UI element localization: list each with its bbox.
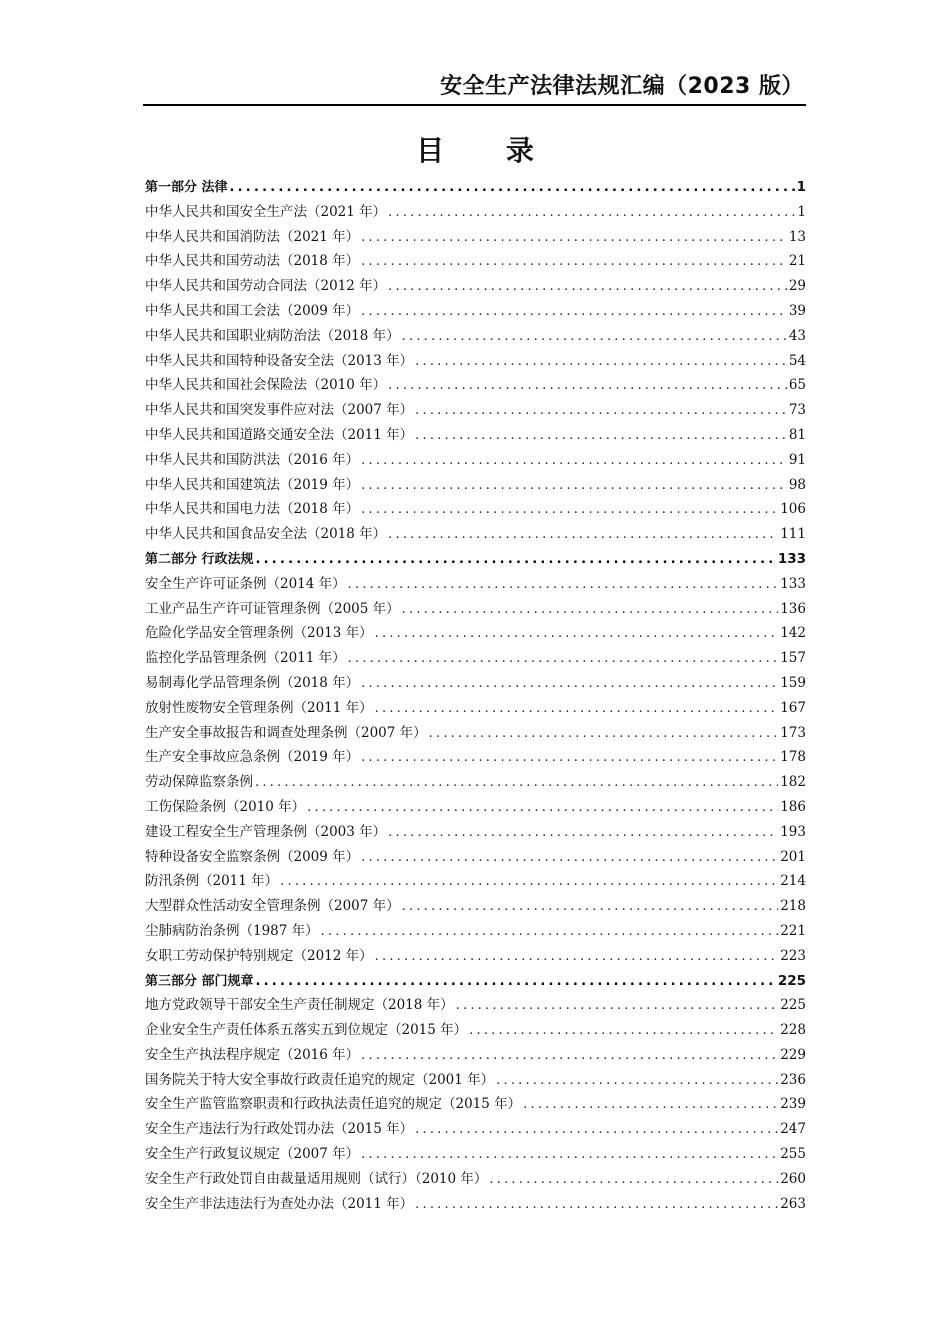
toc-leader-dots	[402, 598, 779, 623]
toc-page-number: 182	[780, 774, 806, 791]
toc-page-number: 13	[788, 228, 806, 245]
toc-entry[interactable]	[145, 671, 806, 696]
toc-entry-title: 特种设备安全监察条例（2009 年）	[145, 848, 360, 865]
toc-entry-title: 第一部分 法律	[145, 180, 228, 195]
toc-entry[interactable]	[145, 349, 806, 374]
toc-page-number: 81	[788, 426, 806, 443]
toc-entry[interactable]	[145, 299, 806, 324]
toc-leader-dots	[361, 474, 787, 499]
toc-entry-title: 中华人民共和国建筑法（2019 年）	[145, 476, 360, 493]
toc-leader-dots	[388, 374, 787, 399]
toc-page-number: 159	[780, 674, 806, 691]
toc-part-heading[interactable]	[145, 969, 806, 994]
toc-entry[interactable]	[145, 225, 806, 250]
toc-page-number: 133	[780, 575, 806, 592]
toc-entry-title: 中华人民共和国防洪法（2016 年）	[145, 451, 360, 468]
toc-page-number: 247	[780, 1121, 806, 1138]
toc-entry-title: 中华人民共和国劳动合同法（2012 年）	[145, 278, 387, 295]
toc-page-number: 236	[780, 1071, 806, 1088]
toc-entry-title: 中华人民共和国工会法（2009 年）	[145, 302, 360, 319]
toc-leader-dots	[489, 1168, 778, 1193]
toc-leader-dots	[415, 399, 787, 424]
toc-page-number: 142	[780, 625, 806, 642]
toc-entry-title: 放射性废物安全管理条例（2011 年）	[145, 699, 373, 716]
page-header	[143, 72, 806, 106]
toc-leader-dots	[361, 250, 787, 275]
toc-leader-dots	[361, 226, 787, 251]
toc-page-number: 173	[780, 724, 806, 741]
toc-leader-dots	[388, 201, 795, 226]
toc-leader-dots	[361, 846, 778, 871]
toc-entry[interactable]	[145, 646, 806, 671]
toc-part-heading[interactable]	[145, 175, 806, 200]
toc-leader-dots	[361, 300, 787, 325]
toc-entry-title: 安全生产执法程序规定（2016 年）	[145, 1046, 360, 1063]
toc-page-number: 54	[788, 352, 806, 369]
toc-entry-title: 监控化学品管理条例（2011 年）	[145, 650, 346, 667]
toc-entry[interactable]	[145, 274, 806, 299]
toc-page-number: 263	[780, 1195, 806, 1212]
toc-entry[interactable]	[145, 1142, 806, 1167]
toc-entry-title: 企业安全生产责任体系五落实五到位规定（2015 年）	[145, 1022, 468, 1039]
toc-entry[interactable]	[145, 423, 806, 448]
toc-page-number: 1	[797, 203, 806, 220]
toc-page-number: 229	[780, 1046, 806, 1063]
toc-page-number: 201	[780, 848, 806, 865]
toc-entry[interactable]	[145, 1043, 806, 1068]
toc-entry-title: 中华人民共和国特种设备安全法（2013 年）	[145, 352, 414, 369]
table-of-contents	[145, 175, 806, 1216]
toc-entry-title: 易制毒化学品管理条例（2018 年）	[145, 674, 360, 691]
toc-page-number: 73	[788, 402, 806, 419]
toc-entry[interactable]	[145, 1018, 806, 1043]
toc-leader-dots	[375, 697, 779, 722]
toc-entry-title: 地方党政领导干部安全生产责任制规定（2018 年）	[145, 997, 454, 1014]
toc-entry-title: 安全生产监管监察职责和行政执法责任追究的规定（2015 年）	[145, 1096, 522, 1113]
toc-entry[interactable]	[145, 745, 806, 770]
toc-page-number: 106	[780, 501, 806, 518]
toc-entry-title: 国务院关于特大安全事故行政责任追究的规定（2001 年）	[145, 1071, 495, 1088]
toc-entry-title: 安全生产行政复议规定（2007 年）	[145, 1146, 360, 1163]
toc-entry[interactable]	[145, 1092, 806, 1117]
toc-leader-dots	[361, 449, 787, 474]
toc-leader-dots	[321, 920, 779, 945]
toc-page-number: 39	[788, 302, 806, 319]
toc-leader-dots	[402, 895, 779, 920]
toc-entry-title: 防汛条例（2011 年）	[145, 873, 279, 890]
toc-entry-title: 安全生产非法违法行为查处办法（2011 年）	[145, 1195, 414, 1212]
toc-entry-title: 生产安全事故应急条例（2019 年）	[145, 749, 360, 766]
toc-leader-dots	[256, 548, 776, 573]
toc-leader-dots	[230, 176, 795, 201]
toc-leader-dots	[361, 672, 778, 697]
toc-entry[interactable]	[145, 448, 806, 473]
toc-entry[interactable]	[145, 1117, 806, 1142]
toc-entry-title: 中华人民共和国职业病防治法（2018 年）	[145, 327, 400, 344]
toc-leader-dots	[496, 1069, 778, 1094]
toc-entry[interactable]	[145, 473, 806, 498]
toc-entry[interactable]	[145, 919, 806, 944]
toc-entry[interactable]	[145, 696, 806, 721]
toc-entry-title: 生产安全事故报告和调查处理条例（2007 年）	[145, 724, 427, 741]
toc-page-number: 221	[780, 922, 806, 939]
toc-page-number: 218	[780, 898, 806, 915]
toc-leader-dots	[348, 647, 779, 672]
toc-entry-title: 工伤保险条例（2010 年）	[145, 798, 306, 815]
document-title: 安全生产法律法规汇编（2023 版）	[440, 74, 805, 99]
toc-page-number: 167	[780, 699, 806, 716]
toc-leader-dots	[256, 970, 776, 995]
toc-leader-dots	[415, 424, 787, 449]
toc-entry-title: 中华人民共和国道路交通安全法（2011 年）	[145, 426, 414, 443]
toc-entry[interactable]	[145, 1167, 806, 1192]
toc-entry[interactable]	[145, 324, 806, 349]
toc-entry[interactable]	[145, 373, 806, 398]
toc-leader-dots	[361, 746, 778, 771]
toc-page-number: 186	[780, 798, 806, 815]
toc-leader-dots	[388, 523, 778, 548]
toc-entry-title: 中华人民共和国电力法（2018 年）	[145, 501, 360, 518]
toc-entry[interactable]	[145, 522, 806, 547]
toc-leader-dots	[415, 350, 787, 375]
toc-entry[interactable]	[145, 795, 806, 820]
toc-entry-title: 工业产品生产许可证管理条例（2005 年）	[145, 600, 400, 617]
toc-leader-dots	[375, 622, 779, 647]
toc-entry-title: 第二部分 行政法规	[145, 551, 254, 567]
toc-page-number: 65	[788, 377, 806, 394]
toc-page-number: 255	[780, 1146, 806, 1163]
toc-entry-title: 安全生产行政处罚自由裁量适用规则（试行）（2010 年）	[145, 1170, 488, 1187]
toc-page-number: 111	[780, 526, 806, 543]
toc-leader-dots	[361, 1044, 778, 1069]
toc-leader-dots	[456, 994, 779, 1019]
toc-entry[interactable]	[145, 249, 806, 274]
toc-leader-dots	[361, 498, 778, 523]
toc-leader-dots	[415, 1118, 778, 1143]
toc-page-number: 43	[788, 327, 806, 344]
toc-entry-title: 安全生产违法行为行政处罚办法（2015 年）	[145, 1121, 414, 1138]
toc-entry[interactable]	[145, 721, 806, 746]
toc-entry[interactable]	[145, 820, 806, 845]
toc-entry-title: 女职工劳动保护特别规定（2012 年）	[145, 947, 373, 964]
toc-entry[interactable]	[145, 1192, 806, 1217]
toc-entry-title: 中华人民共和国社会保险法（2010 年）	[145, 377, 387, 394]
toc-page-number: 29	[788, 278, 806, 295]
toc-entry-title: 建设工程安全生产管理条例（2003 年）	[145, 823, 387, 840]
toc-leader-dots	[402, 325, 787, 350]
toc-entry-title: 第三部分 部门规章	[145, 973, 254, 989]
toc-page-number: 98	[788, 476, 806, 493]
toc-page-number: 223	[780, 947, 806, 964]
toc-page-number: 91	[788, 451, 806, 468]
toc-page-number: 239	[780, 1096, 806, 1113]
toc-leader-dots	[388, 275, 787, 300]
toc-page-number: 1	[796, 179, 806, 195]
toc-leader-dots	[361, 1143, 778, 1168]
toc-entry[interactable]	[145, 1068, 806, 1093]
toc-entry[interactable]	[145, 993, 806, 1018]
toc-entry[interactable]	[145, 621, 806, 646]
toc-leader-dots	[255, 771, 778, 796]
toc-part-heading[interactable]	[145, 547, 806, 572]
toc-entry[interactable]	[145, 869, 806, 894]
toc-page-number: 260	[780, 1170, 806, 1187]
toc-entry[interactable]	[145, 845, 806, 870]
toc-entry-title: 大型群众性活动安全管理条例（2007 年）	[145, 898, 400, 915]
toc-leader-dots	[469, 1019, 778, 1044]
toc-leader-dots	[375, 945, 779, 970]
toc-entry[interactable]	[145, 398, 806, 423]
toc-page-number: 157	[780, 650, 806, 667]
toc-entry[interactable]	[145, 894, 806, 919]
toc-entry[interactable]	[145, 572, 806, 597]
toc-page-number: 178	[780, 749, 806, 766]
toc-heading: 目 录	[416, 134, 560, 167]
toc-page-number: 225	[780, 997, 806, 1014]
toc-entry-title: 安全生产许可证条例（2014 年）	[145, 575, 346, 592]
toc-entry[interactable]	[145, 944, 806, 969]
toc-page-number: 133	[777, 550, 806, 567]
toc-entry-title: 劳动保障监察条例	[145, 774, 253, 791]
toc-page-number: 225	[777, 972, 806, 989]
toc-leader-dots	[429, 722, 779, 747]
toc-leader-dots	[388, 821, 778, 846]
toc-page-number: 21	[788, 253, 806, 270]
toc-leader-dots	[415, 1193, 778, 1218]
toc-entry-title: 中华人民共和国劳动法（2018 年）	[145, 253, 360, 270]
toc-entry-title: 中华人民共和国安全生产法（2021 年）	[145, 203, 387, 220]
toc-entry-title: 中华人民共和国消防法（2021 年）	[145, 228, 360, 245]
toc-entry[interactable]	[145, 200, 806, 225]
toc-leader-dots	[523, 1093, 778, 1118]
toc-entry-title: 中华人民共和国食品安全法（2018 年）	[145, 526, 387, 543]
toc-page-number: 228	[780, 1022, 806, 1039]
toc-entry[interactable]	[145, 770, 806, 795]
toc-entry[interactable]	[145, 497, 806, 522]
toc-entry-title: 中华人民共和国突发事件应对法（2007 年）	[145, 402, 414, 419]
toc-leader-dots	[307, 796, 778, 821]
toc-leader-dots	[348, 573, 779, 598]
toc-leader-dots	[280, 870, 778, 895]
toc-page-number: 214	[780, 873, 806, 890]
toc-entry-title: 危险化学品安全管理条例（2013 年）	[145, 625, 373, 642]
toc-entry-title: 尘肺病防治条例（1987 年）	[145, 922, 319, 939]
toc-entry[interactable]	[145, 597, 806, 622]
toc-page-number: 193	[780, 823, 806, 840]
toc-page-number: 136	[780, 600, 806, 617]
